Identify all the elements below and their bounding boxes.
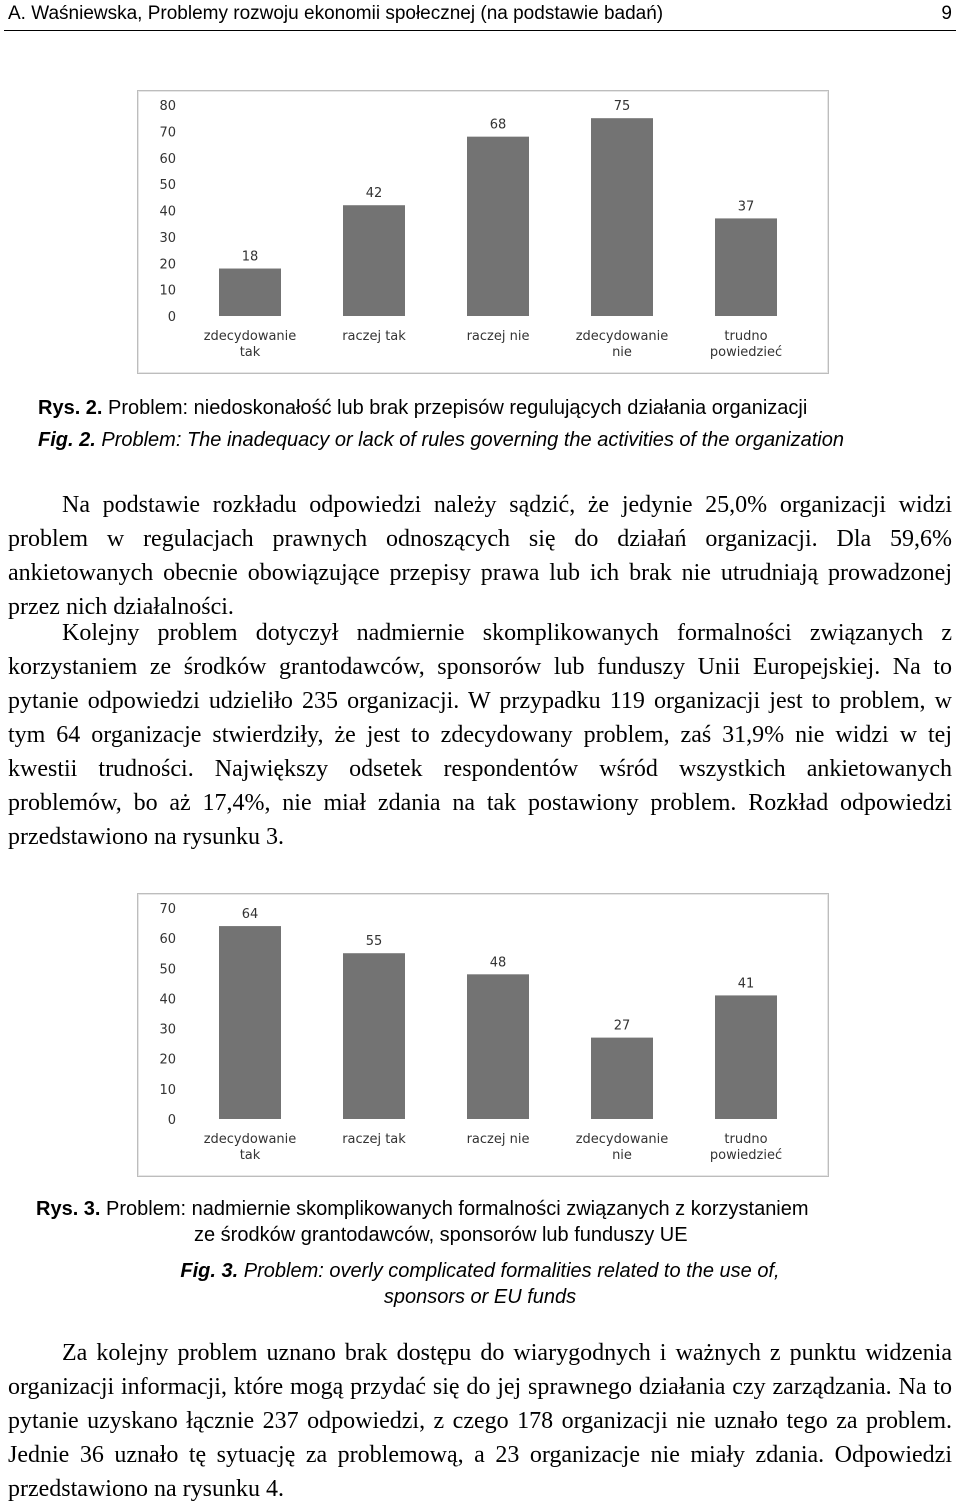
figure-3-caption-en <box>0 1258 960 1310</box>
category-label: zdecydowanie <box>203 1132 297 1147</box>
y-tick-label: 20 <box>159 257 176 273</box>
figure-2-caption-pl-text: Problem: niedoskonałość lub brak przepisów regulujących działania organizacji <box>108 397 808 419</box>
y-tick-label: 60 <box>159 151 176 167</box>
figure-3-caption-pl-line2: ze środków grantodawców, sponsorów lub funduszy UE <box>194 1224 688 1246</box>
data-label: 37 <box>737 199 755 215</box>
data-label: 27 <box>613 1018 631 1034</box>
bar <box>715 995 777 1119</box>
running-header <box>4 0 956 31</box>
y-tick-label: 40 <box>159 204 176 220</box>
y-tick-label: 10 <box>159 283 176 299</box>
y-tick-label: 0 <box>167 1113 176 1128</box>
bar <box>343 205 405 316</box>
bar <box>715 218 777 316</box>
y-tick-label: 80 <box>159 99 176 114</box>
category-label: zdecydowanie <box>575 329 669 344</box>
bar <box>343 953 405 1119</box>
y-tick-label: 30 <box>159 230 176 246</box>
page-number: 9 <box>941 3 952 24</box>
data-label: 48 <box>489 955 507 971</box>
y-tick-label: 40 <box>159 992 176 1008</box>
figure-3-chart-svg <box>138 894 828 1176</box>
y-tick-label: 0 <box>167 310 176 325</box>
figure-3-caption-pl-line1: Problem: nadmiernie skomplikowanych formalności związanych z korzystaniem <box>106 1198 809 1220</box>
data-label: 18 <box>241 249 259 265</box>
y-tick-label: 60 <box>159 932 176 948</box>
figure-2-label-pl: Rys. 2. <box>38 397 103 419</box>
figure-2-chart-svg <box>138 91 828 373</box>
data-label: 75 <box>613 99 631 115</box>
category-label: raczej nie <box>466 1132 530 1147</box>
data-label: 64 <box>241 907 259 923</box>
header-title: A. Waśniewska, Problemy rozwoju ekonomii społecznej (na podstawie badań) <box>8 3 664 24</box>
y-tick-label: 50 <box>159 178 176 194</box>
figure-3-caption-en-line1: Problem: overly complicated formalities related to the use of, <box>243 1260 780 1282</box>
category-label: trudno <box>724 1132 768 1147</box>
category-label: trudno <box>724 329 768 344</box>
data-label: 42 <box>365 186 383 202</box>
y-tick-label: 50 <box>159 962 176 978</box>
category-label: powiedzieć <box>709 1148 783 1163</box>
category-label: raczej tak <box>342 1132 406 1147</box>
paragraph-2: Kolejny problem dotyczył nadmiernie skomplikowanych formalności związanych z korzystaniem ze środków grantodawców, sponsorów lub funduszy Unii Europejskiej. Na to pytanie odpowiedzi udzieliło 235 organizacji. W przypadku 119 organizacji jest to problem, w tym 64 organizacje stwierdziły, że jest to zdecydowany problem, zaś 31,9% nie widzi w tej kwestii trudności. Największy odsetek respondentów wśród wszystkich ankietowanych problemów, bo aż 17,4%, nie miał zdania na tak postawiony problem. Rozkład odpowiedzi przedstawiono na rysunku 3. <box>8 620 952 850</box>
paragraph-3: Za kolejny problem uznano brak dostępu do wiarygodnych i ważnych z punktu widzenia organizacji informacji, które mogą przydać się do jej sprawnego działania czy zarządzania. Na to pytanie uzyskano łącznie 237 odpowiedzi, z czego 178 organizacji nie uznało tego za problem. Jednie 36 uznało tę sytuację za problemową, a 23 organizacje nie miały zdania. Odpowiedzi przedstawiono na rysunku 4. <box>8 1340 952 1502</box>
category-label: zdecydowanie <box>203 329 297 344</box>
category-label: nie <box>612 1148 632 1163</box>
figure-2-chart <box>137 90 829 374</box>
data-label: 41 <box>737 976 755 992</box>
category-label: zdecydowanie <box>575 1132 669 1147</box>
y-tick-label: 20 <box>159 1052 176 1068</box>
category-label: raczej nie <box>466 329 530 344</box>
bar <box>219 269 281 316</box>
bar <box>591 1038 653 1119</box>
figure-2-caption-pl <box>38 395 807 421</box>
category-label: tak <box>239 1148 261 1163</box>
figure-2-caption-en-text: Problem: The inadequacy or lack of rules governing the activities of the organization <box>101 429 844 451</box>
figure-3-chart <box>137 893 829 1177</box>
figure-3-label-en: Fig. 3. <box>180 1260 239 1282</box>
data-label: 55 <box>365 934 383 950</box>
y-tick-label: 70 <box>159 125 176 141</box>
paragraph-1: Na podstawie rozkładu odpowiedzi należy sądzić, że jedynie 25,0% organizacji widzi problem w regulacjach prawnych odnoszących się do działań organizacji. Dla 59,6% ankietowanych obecnie obowiązujące przepisy prawa lub ich brak nie utrudniają prowadzonej przez nich działalności. <box>8 492 952 620</box>
y-tick-label: 30 <box>159 1022 176 1038</box>
category-label: nie <box>612 345 632 360</box>
data-label: 68 <box>489 117 507 133</box>
category-label: powiedzieć <box>709 345 783 360</box>
bar <box>219 926 281 1119</box>
figure-3-caption-en-line2: sponsors or EU funds <box>383 1286 577 1308</box>
figure-3-label-pl: Rys. 3. <box>36 1198 101 1220</box>
bar <box>591 118 653 316</box>
figure-2-caption-en <box>38 427 844 453</box>
bar <box>467 137 529 316</box>
category-label: raczej tak <box>342 329 406 344</box>
figure-3-caption-pl <box>36 1196 936 1248</box>
y-tick-label: 10 <box>159 1082 176 1098</box>
y-tick-label: 70 <box>159 902 176 917</box>
bar <box>467 974 529 1119</box>
figure-2-label-en: Fig. 2. <box>38 429 96 451</box>
category-label: tak <box>239 345 261 360</box>
